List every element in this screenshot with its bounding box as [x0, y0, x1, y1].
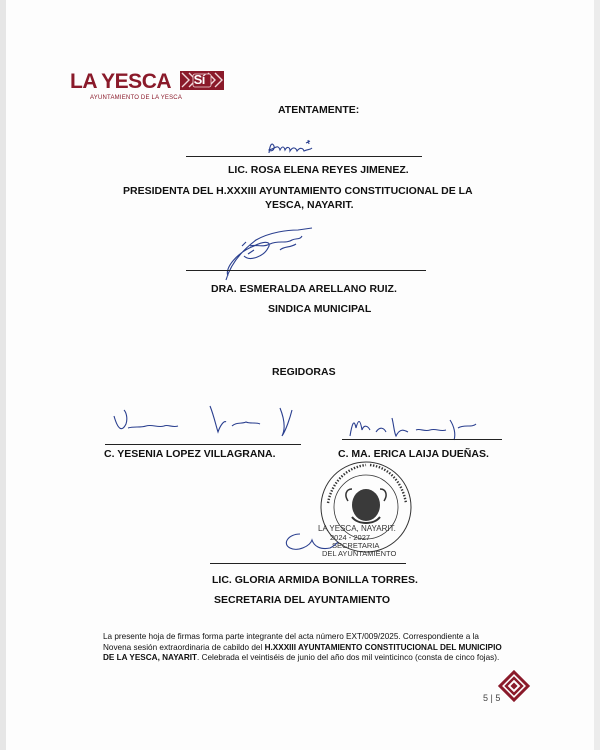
- seal-text-line2: 2024 - 2027: [330, 533, 371, 542]
- regidora-1-signature: [110, 402, 300, 440]
- secretaria-signature: [280, 530, 340, 556]
- footer-text-part3: . Celebrada el veintiséis de junio del año dos mil veinticinco (consta de cinco fojas).: [197, 653, 500, 662]
- logo-badge: [180, 71, 224, 90]
- logo: [70, 70, 224, 94]
- footer-note: [103, 632, 509, 664]
- sindica-signature: [220, 226, 330, 286]
- president-signature: [266, 138, 326, 158]
- sindica-title: SINDICA MUNICIPAL: [268, 303, 372, 315]
- closing-text: ATENTAMENTE:: [278, 104, 360, 116]
- regidora-2-signature: [346, 410, 486, 442]
- decorative-pattern-icon: [499, 671, 529, 701]
- page-left-edge: [0, 0, 6, 750]
- page-right-edge: [594, 0, 600, 750]
- logo-badge-text: Sí: [193, 72, 205, 87]
- seal-text-line1: LA YESCA, NAYARIT.: [318, 524, 396, 533]
- footer-text-part1: La presente hoja de firmas forma parte integrante del acta número EXT/009/2025. Correspondiente a la Novena sesión extraordinaria de cabildo del: [103, 632, 479, 652]
- president-title-line2: YESCA, NAYARIT.: [265, 199, 354, 211]
- regidora-1-signature-line: [105, 444, 301, 445]
- regidora-2-name: C. MA. ERICA LAIJA DUEÑAS.: [338, 448, 489, 460]
- president-title-line1: PRESIDENTA DEL H.XXXIII AYUNTAMIENTO CONSTITUCIONAL DE LA: [123, 185, 473, 197]
- sindica-signature-line: [186, 270, 426, 271]
- section-regidoras: REGIDORAS: [272, 366, 336, 378]
- logo-word: LA YESCA: [70, 70, 171, 93]
- logo-subtitle: AYUNTAMIENTO DE LA YESCA: [90, 95, 183, 101]
- secretaria-signature-line: [210, 563, 406, 564]
- secretaria-name: LIC. GLORIA ARMIDA BONILLA TORRES.: [212, 574, 418, 586]
- regidora-2-signature-line: [342, 439, 502, 440]
- regidora-1-name: C. YESENIA LOPEZ VILLAGRANA.: [104, 448, 276, 460]
- seal-text-line4: DEL AYUNTAMIENTO: [322, 549, 397, 558]
- page-number: 5 | 5: [483, 693, 501, 703]
- secretaria-title: SECRETARIA DEL AYUNTAMIENTO: [214, 594, 390, 606]
- footer-text-bold: H.XXXIII AYUNTAMIENTO CONSTITUCIONAL DEL MUNICIPIO DE LA YESCA, NAYARIT: [103, 642, 502, 662]
- seal-text-line3: SECRETARIA: [332, 541, 380, 550]
- sindica-name: DRA. ESMERALDA ARELLANO RUIZ.: [211, 283, 397, 295]
- president-name: LIC. ROSA ELENA REYES JIMENEZ.: [228, 164, 409, 176]
- president-signature-line: [186, 156, 422, 157]
